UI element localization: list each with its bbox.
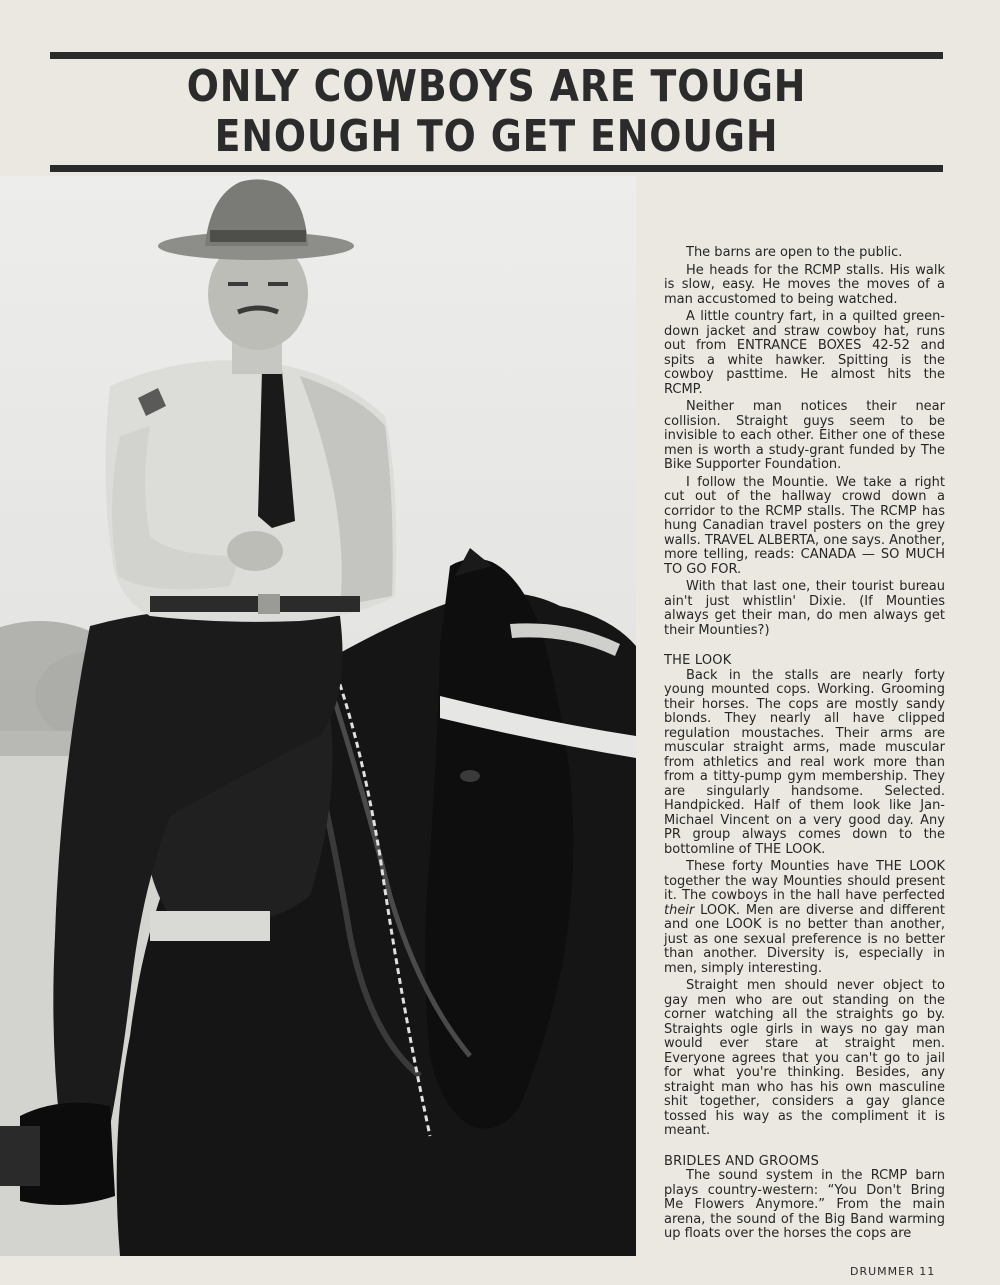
article-paragraph: Back in the stalls are nearly forty young mounted cops. Working. Grooming their horses. The cops are mostly sandy blonds. They nearly all have clipped regulation moustaches. Their arms are muscular straight arms, made muscular from athletics and real work more than from a titty-pump gym membership. They are singularly handsome. Selected. Handpicked. Half of them look like Jan-Michael Vincent on a very good day. Any PR group always comes down to the bottomline of THE LOOK. bbox=[664, 667, 945, 857]
article-paragraph: A little country fart, in a quilted green-down jacket and straw cowboy hat, runs out from ENTRANCE BOXES 42-52 and spits a white hawker. Spitting is the cowboy pasttime. He almost hits the RCMP. bbox=[664, 309, 945, 397]
headline-line-2: ENOUGH TO GET ENOUGH bbox=[214, 111, 779, 162]
page-folio: DRUMMER 11 bbox=[850, 1265, 936, 1278]
article-text: LOOK. Men are diverse and different and one LOOK is no better than another, just as one sexual preference is no better than another. Diversity is, especially in men, simply interesting. bbox=[664, 902, 945, 976]
article-emphasis: their bbox=[664, 902, 695, 918]
section-heading-bridles-and-grooms: BRIDLES AND GROOMS bbox=[664, 1153, 820, 1169]
article-paragraph: The barns are open to the public. bbox=[686, 245, 903, 260]
headline bbox=[113, 62, 881, 162]
article-column bbox=[664, 246, 945, 1242]
article-text: These forty Mounties have THE LOOK together the way Mounties should present it. The cowboys in the hall have perfected bbox=[664, 859, 945, 903]
article-paragraph: With that last one, their tourist bureau ain't just whistlin' Dixie. (If Mounties always get their man, do men always get their Mounties?) bbox=[664, 579, 945, 638]
headline-line-1: ONLY COWBOYS ARE TOUGH bbox=[186, 61, 807, 112]
article-paragraph: The sound system in the RCMP barn plays country-western: “You Don't Bring Me Flowers Anymore.” From the main arena, the sound of the Big Band warming up floats over the horses the cops are bbox=[664, 1168, 945, 1241]
article-paragraph: Straight men should never object to gay men who are out standing on the corner watching all the straights go by. Straights ogle girls in ways no gay man would ever stare at straight men. Everyone agrees that you can't go to jail for what you're thinking. Besides, any straight man who has his own masculine shit together, considers a gay glance tossed his way as the compliment it is meant. bbox=[664, 978, 945, 1138]
article-paragraph: He heads for the RCMP stalls. His walk is slow, easy. He moves the moves of a man accustomed to being watched. bbox=[664, 262, 945, 307]
headline-rule-bottom bbox=[50, 165, 943, 172]
article-paragraph: Neither man notices their near collision. Straight guys seem to be invisible to each other. Either one of these men is worth a study-grant funded by The Bike Supporter Foundation. bbox=[664, 399, 945, 472]
section-heading-the-look: THE LOOK bbox=[664, 653, 732, 668]
mountie-photo bbox=[0, 176, 636, 1256]
article-paragraph: I follow the Mountie. We take a right cut out of the hallway crowd down a corridor to the RCMP stalls. The RCMP has hung Canadian travel posters on the grey walls. TRAVEL ALBERTA, one says. Another, more telling, reads: CANADA — SO MUCH TO GO FOR. bbox=[664, 474, 945, 577]
article-paragraph bbox=[664, 860, 945, 976]
headline-rule-top bbox=[50, 52, 943, 59]
mountie-illustration bbox=[0, 176, 636, 1256]
